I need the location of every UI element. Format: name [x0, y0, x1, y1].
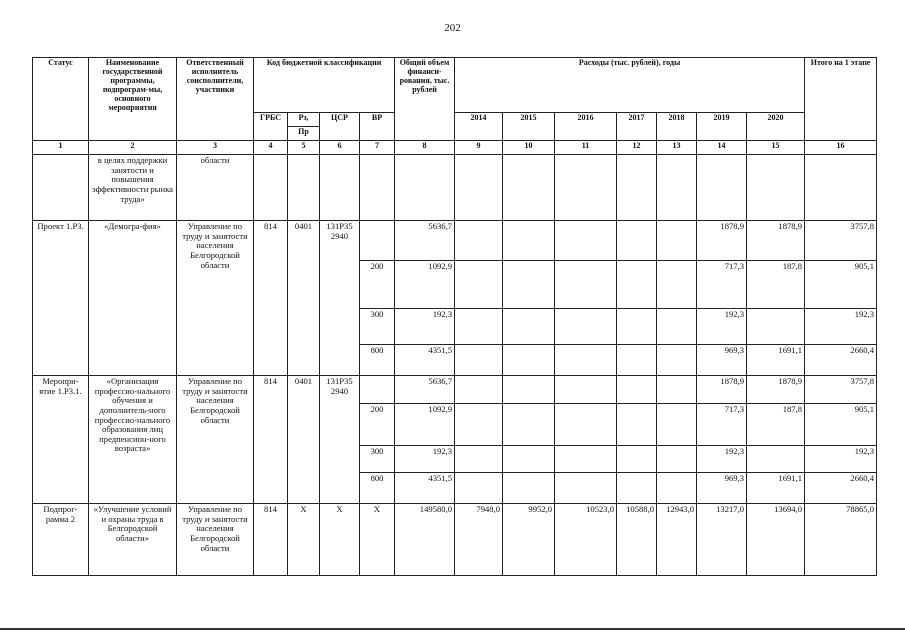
executor-cell: Управление по труду и занятости населения Белгородской области — [177, 221, 254, 376]
header-name: Наименование государственной программы, подпрограм-мы, основного мероприятия — [89, 58, 177, 141]
empty-cell — [617, 261, 657, 309]
column-numbers-row — [33, 141, 877, 155]
empty-cell — [455, 155, 503, 221]
empty-cell — [455, 376, 503, 404]
empty-cell — [555, 309, 617, 345]
header-rz: Рз, — [288, 113, 320, 127]
empty-cell — [455, 345, 503, 376]
year-2019-cell: 192,3 — [697, 309, 747, 345]
executor-cell: Управление по труду и занятости населения Белгородской области — [177, 376, 254, 504]
empty-cell — [555, 221, 617, 261]
vr-cell: Х — [360, 504, 395, 576]
year-2019-cell: 969,3 — [697, 473, 747, 504]
empty-cell — [455, 261, 503, 309]
header-row-1 — [33, 58, 877, 113]
header-year: 2017 — [617, 113, 657, 141]
header-itogo: Итого на 1 этапе — [805, 58, 877, 141]
grbs-cell: 814 — [254, 504, 288, 576]
empty-cell — [503, 376, 555, 404]
header-year: 2015 — [503, 113, 555, 141]
year-2020-cell — [747, 309, 805, 345]
empty-cell — [503, 473, 555, 504]
itogo-cell: 192,3 — [805, 309, 877, 345]
empty-cell — [455, 221, 503, 261]
empty-cell — [657, 376, 697, 404]
col-number: 10 — [503, 141, 555, 155]
empty-cell — [617, 345, 657, 376]
itogo-cell: 2660,4 — [805, 345, 877, 376]
header-total: Общий объем финанси-рования, тыс. рублей — [395, 58, 455, 141]
activity-row — [33, 376, 877, 404]
csr-cell: 131Р35 2940 — [320, 221, 360, 376]
col-number: 6 — [320, 141, 360, 155]
itogo-cell: 3757,8 — [805, 376, 877, 404]
rz-cell: 0401 — [288, 376, 320, 504]
empty-cell — [360, 155, 395, 221]
vr-cell: 200 — [360, 261, 395, 309]
col-number: 15 — [747, 141, 805, 155]
year-2019-cell: 969,3 — [697, 345, 747, 376]
empty-cell — [617, 309, 657, 345]
csr-cell: Х — [320, 504, 360, 576]
header-status: Статус — [33, 58, 89, 141]
vr-cell — [360, 376, 395, 404]
vr-cell: 800 — [360, 345, 395, 376]
total-cell: 192,3 — [395, 446, 455, 473]
empty-cell — [617, 446, 657, 473]
empty-cell — [455, 404, 503, 446]
header-pr: Пр — [288, 127, 320, 141]
empty-cell — [395, 155, 455, 221]
empty-cell — [503, 446, 555, 473]
col-number: 13 — [657, 141, 697, 155]
col-number: 2 — [89, 141, 177, 155]
year-2020-cell: 1878,9 — [747, 221, 805, 261]
name-cell: «Демогра-фия» — [89, 221, 177, 376]
name-cell: в целях поддержки занятости и повышения эффективности рынка труда» — [89, 155, 177, 221]
empty-cell — [555, 261, 617, 309]
empty-cell — [555, 155, 617, 221]
empty-cell — [657, 309, 697, 345]
year-2020-cell: 13694,0 — [747, 504, 805, 576]
itogo-cell: 192,3 — [805, 446, 877, 473]
col-number: 9 — [455, 141, 503, 155]
continuation-row — [33, 155, 877, 221]
col-number: 14 — [697, 141, 747, 155]
empty-cell — [503, 261, 555, 309]
vr-cell: 800 — [360, 473, 395, 504]
header-year: 2016 — [555, 113, 617, 141]
grbs-cell: 814 — [254, 376, 288, 504]
empty-cell — [320, 155, 360, 221]
col-number: 1 — [33, 141, 89, 155]
vr-cell: 300 — [360, 446, 395, 473]
header-year: 2019 — [697, 113, 747, 141]
year-2020-cell: 1878,9 — [747, 376, 805, 404]
empty-cell — [657, 473, 697, 504]
year-2020-cell: 187,8 — [747, 404, 805, 446]
total-cell: 1092,9 — [395, 261, 455, 309]
empty-cell — [617, 155, 657, 221]
col-number: 11 — [555, 141, 617, 155]
header-year: 2020 — [747, 113, 805, 141]
empty-cell — [617, 376, 657, 404]
itogo-cell: 2660,4 — [805, 473, 877, 504]
vr-cell: 200 — [360, 404, 395, 446]
grbs-cell: 814 — [254, 221, 288, 376]
year-2020-cell: 1691,1 — [747, 473, 805, 504]
header-csr: ЦСР — [320, 113, 360, 141]
total-cell: 149580,0 — [395, 504, 455, 576]
year-2019-cell: 1878,9 — [697, 221, 747, 261]
empty-cell — [617, 473, 657, 504]
empty-cell — [657, 221, 697, 261]
header-budget-code: Код бюджетной классификации — [254, 58, 395, 113]
empty-cell — [288, 155, 320, 221]
empty-cell — [455, 446, 503, 473]
total-cell: 4351,5 — [395, 473, 455, 504]
vr-cell: 300 — [360, 309, 395, 345]
name-cell: «Организация профессио-нального обучения и дополнитель-ного профессио-нального образования лиц предпенсион-ного возраста» — [89, 376, 177, 504]
empty-cell — [555, 376, 617, 404]
col-number: 7 — [360, 141, 395, 155]
col-number: 12 — [617, 141, 657, 155]
empty-cell — [657, 345, 697, 376]
itogo-cell: 905,1 — [805, 404, 877, 446]
empty-cell — [555, 473, 617, 504]
executor-cell: Управление по труду и занятости населения Белгородской области — [177, 504, 254, 576]
subprogram-row — [33, 504, 877, 576]
col-number: 5 — [288, 141, 320, 155]
empty-cell — [503, 404, 555, 446]
year-2019-cell: 1878,9 — [697, 376, 747, 404]
empty-cell — [657, 404, 697, 446]
col-number: 3 — [177, 141, 254, 155]
year-2020-cell: 187,8 — [747, 261, 805, 309]
empty-cell — [455, 309, 503, 345]
header-expenses: Расходы (тыс. рублей), годы — [455, 58, 805, 113]
status-cell: Меропри-ятие 1.Р3.1. — [33, 376, 89, 504]
empty-cell — [617, 404, 657, 446]
status-cell: Проект 1.Р3. — [33, 221, 89, 376]
empty-cell — [555, 446, 617, 473]
empty-cell — [503, 345, 555, 376]
status-cell: Подпрог-рамма 2 — [33, 504, 89, 576]
header-executor: Ответственный исполнитель соисполнители, участники — [177, 58, 254, 141]
col-number: 8 — [395, 141, 455, 155]
header-grbs: ГРБС — [254, 113, 288, 141]
year-2020-cell — [747, 446, 805, 473]
empty-cell — [805, 155, 877, 221]
page-number: 202 — [444, 22, 461, 34]
year-2017-cell: 10588,0 — [617, 504, 657, 576]
itogo-cell: 3757,8 — [805, 221, 877, 261]
year-2020-cell: 1691,1 — [747, 345, 805, 376]
status-cell — [33, 155, 89, 221]
empty-cell — [697, 155, 747, 221]
itogo-cell: 78865,0 — [805, 504, 877, 576]
total-cell: 5636,7 — [395, 221, 455, 261]
empty-cell — [254, 155, 288, 221]
col-number: 4 — [254, 141, 288, 155]
year-2014-cell: 7948,0 — [455, 504, 503, 576]
year-2018-cell: 12943,0 — [657, 504, 697, 576]
executor-cell: области — [177, 155, 254, 221]
year-2019-cell: 192,3 — [697, 446, 747, 473]
itogo-cell: 905,1 — [805, 261, 877, 309]
header-vr: ВР — [360, 113, 395, 141]
empty-cell — [503, 155, 555, 221]
col-number: 16 — [805, 141, 877, 155]
total-cell: 5636,7 — [395, 376, 455, 404]
empty-cell — [657, 155, 697, 221]
budget-table — [32, 57, 877, 576]
rz-cell: Х — [288, 504, 320, 576]
year-2015-cell: 9952,0 — [503, 504, 555, 576]
total-cell: 4351,5 — [395, 345, 455, 376]
empty-cell — [657, 446, 697, 473]
header-year: 2014 — [455, 113, 503, 141]
year-2019-cell: 717,3 — [697, 261, 747, 309]
empty-cell — [555, 345, 617, 376]
page-bottom-rule — [0, 628, 905, 630]
project-row — [33, 221, 877, 261]
empty-cell — [555, 404, 617, 446]
total-cell: 1092,9 — [395, 404, 455, 446]
vr-cell — [360, 221, 395, 261]
csr-cell: 131Р35 2940 — [320, 376, 360, 504]
empty-cell — [617, 221, 657, 261]
rz-cell: 0401 — [288, 221, 320, 376]
year-2016-cell: 10523,0 — [555, 504, 617, 576]
total-cell: 192,3 — [395, 309, 455, 345]
header-year: 2018 — [657, 113, 697, 141]
empty-cell — [503, 221, 555, 261]
empty-cell — [503, 309, 555, 345]
name-cell: «Улучшение условий и охраны труда в Белгородской области» — [89, 504, 177, 576]
empty-cell — [657, 261, 697, 309]
empty-cell — [455, 473, 503, 504]
empty-cell — [747, 155, 805, 221]
year-2019-cell: 717,3 — [697, 404, 747, 446]
year-2019-cell: 13217,0 — [697, 504, 747, 576]
